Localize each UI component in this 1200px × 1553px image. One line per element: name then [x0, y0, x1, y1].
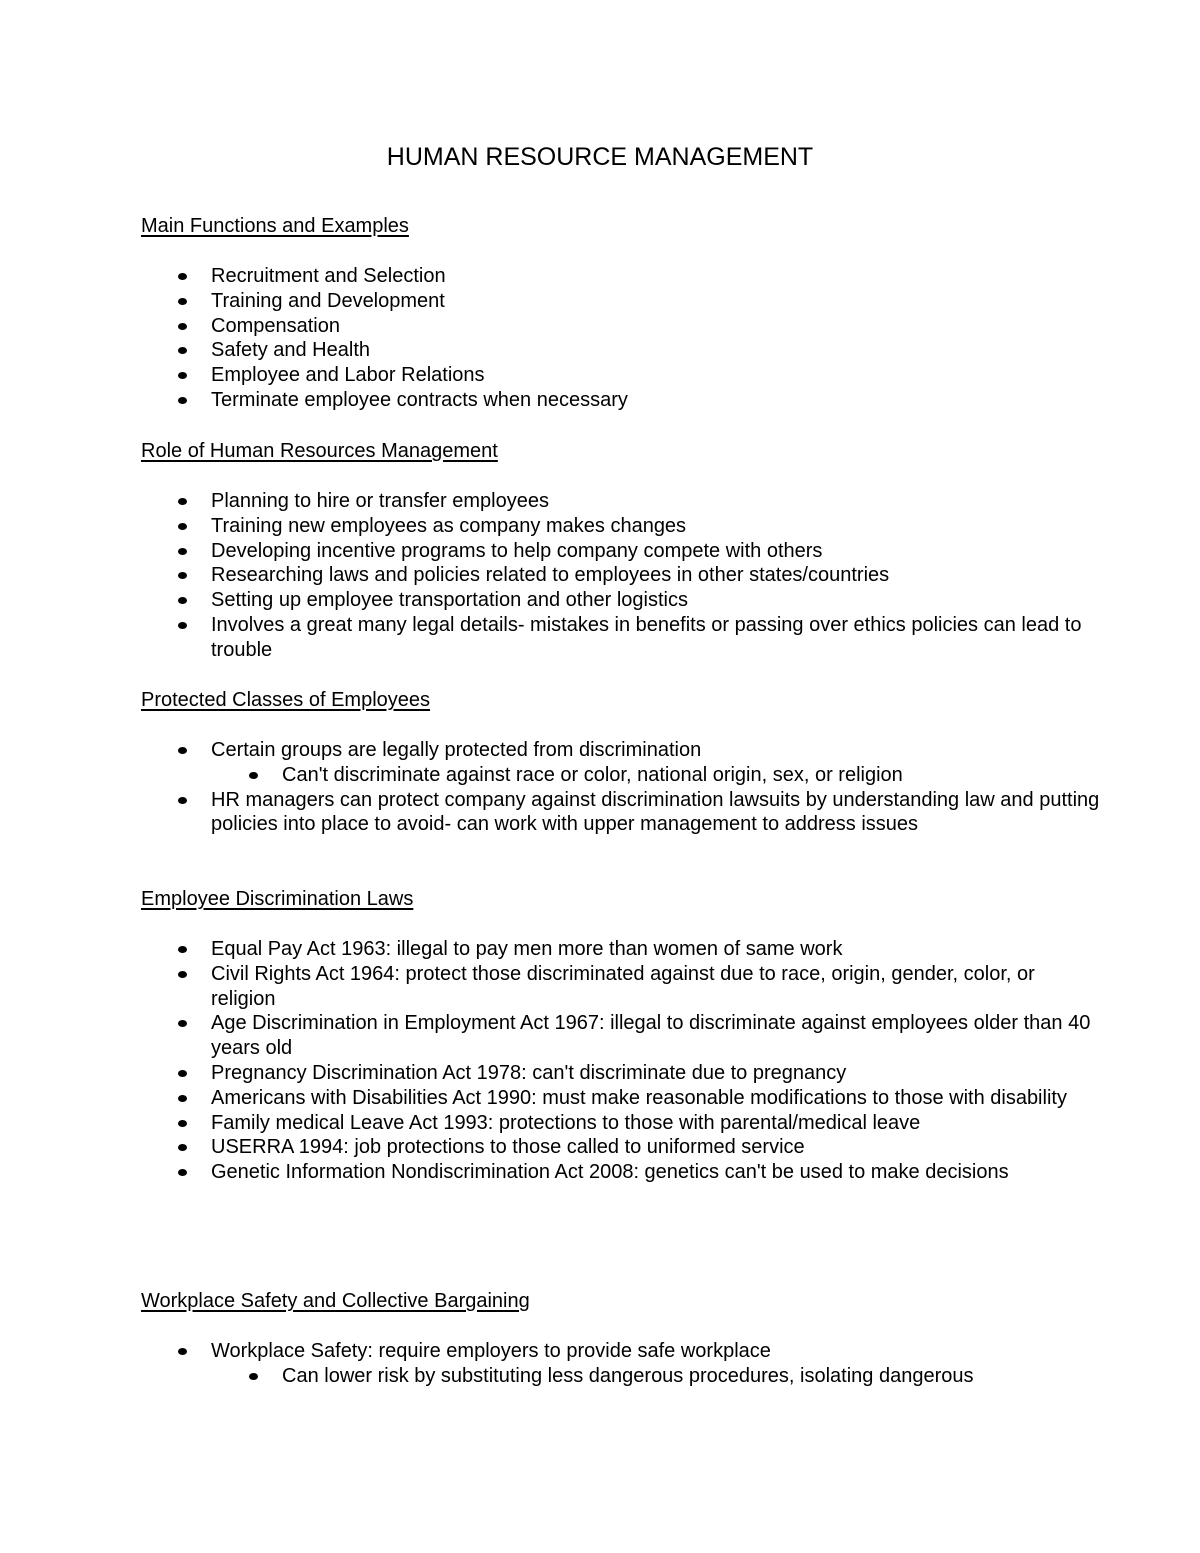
- list-item: Workplace Safety: require employers to provide safe workplace Can lower risk by substituting less dangerous procedures, isolating dangerous: [141, 1339, 1101, 1389]
- section-heading: Workplace Safety and Collective Bargaining: [141, 1290, 530, 1312]
- section-heading: Employee Discrimination Laws: [141, 888, 414, 910]
- bullet-icon: [178, 372, 187, 379]
- section-heading: Role of Human Resources Management: [141, 440, 498, 462]
- bullet-icon: [249, 772, 258, 779]
- document-title: HUMAN RESOURCE MANAGEMENT: [386, 143, 814, 171]
- bullet-icon: [178, 1095, 187, 1102]
- bullet-icon: [178, 323, 187, 330]
- bullet-icon: [178, 1144, 187, 1151]
- list-item: Safety and Health: [141, 338, 1101, 363]
- list-item: USERRA 1994: job protections to those called to uniformed service: [141, 1135, 1101, 1160]
- bullet-icon: [178, 1169, 187, 1176]
- list-item: Recruitment and Selection: [141, 264, 1101, 289]
- bullet-icon: [178, 572, 187, 579]
- list-item: Equal Pay Act 1963: illegal to pay men more than women of same work: [141, 937, 1101, 962]
- sub-list-item: Can lower risk by substituting less dangerous procedures, isolating dangerous: [141, 1364, 1101, 1389]
- section-heading: Protected Classes of Employees: [141, 689, 431, 711]
- section-role-of-hrm: [141, 439, 1101, 663]
- list-item: Involves a great many legal details- mistakes in benefits or passing over ethics policies can lead to trouble: [141, 613, 1101, 663]
- list-item: Developing incentive programs to help company compete with others: [141, 539, 1101, 564]
- sub-list-item: Can't discriminate against race or color, national origin, sex, or religion: [141, 763, 1101, 788]
- list-item: Certain groups are legally protected from discrimination Can't discriminate against race or color, national origin, sex, or religion: [141, 738, 1101, 788]
- bullet-list: [141, 489, 1101, 663]
- bullet-icon: [178, 273, 187, 280]
- list-item: Planning to hire or transfer employees: [141, 489, 1101, 514]
- list-item: Age Discrimination in Employment Act 1967: illegal to discriminate against employees older than 40 years old: [141, 1011, 1101, 1061]
- bullet-list: [141, 937, 1101, 1185]
- bullet-icon: [178, 946, 187, 953]
- bullet-icon: [178, 347, 187, 354]
- bullet-icon: [178, 298, 187, 305]
- list-item: Employee and Labor Relations: [141, 363, 1101, 388]
- section-discrimination-laws: [141, 887, 1101, 1185]
- list-item: Genetic Information Nondiscrimination Act 2008: genetics can't be used to make decisions: [141, 1160, 1101, 1185]
- bullet-icon: [178, 1348, 187, 1355]
- list-item: Setting up employee transportation and other logistics: [141, 588, 1101, 613]
- list-item: Training and Development: [141, 289, 1101, 314]
- list-item: Terminate employee contracts when necessary: [141, 388, 1101, 413]
- bullet-icon: [178, 797, 187, 804]
- bullet-icon: [178, 1070, 187, 1077]
- sub-bullet-list: [141, 763, 1101, 788]
- bullet-list: [141, 264, 1101, 413]
- bullet-icon: [178, 747, 187, 754]
- sub-bullet-list: [141, 1364, 1101, 1389]
- bullet-icon: [178, 1020, 187, 1027]
- bullet-icon: [178, 523, 187, 530]
- bullet-icon: [249, 1373, 258, 1380]
- section-main-functions: [141, 214, 1101, 413]
- list-item: Training new employees as company makes changes: [141, 514, 1101, 539]
- list-item: Researching laws and policies related to employees in other states/countries: [141, 563, 1101, 588]
- bullet-icon: [178, 622, 187, 629]
- list-item: HR managers can protect company against discrimination lawsuits by understanding law and putting policies into place to avoid- can work with upper management to address issues: [141, 788, 1101, 838]
- list-item: Family medical Leave Act 1993: protections to those with parental/medical leave: [141, 1111, 1101, 1136]
- section-workplace-safety: [141, 1289, 1101, 1389]
- section-protected-classes: [141, 688, 1101, 837]
- list-item: Pregnancy Discrimination Act 1978: can't discriminate due to pregnancy: [141, 1061, 1101, 1086]
- bullet-icon: [178, 1120, 187, 1127]
- bullet-list: [141, 738, 1101, 837]
- list-item: Civil Rights Act 1964: protect those discriminated against due to race, origin, gender, color, or religion: [141, 962, 1101, 1012]
- list-item: Americans with Disabilities Act 1990: must make reasonable modifications to those with disability: [141, 1086, 1101, 1111]
- bullet-icon: [178, 397, 187, 404]
- bullet-icon: [178, 548, 187, 555]
- bullet-icon: [178, 597, 187, 604]
- list-item: Compensation: [141, 314, 1101, 339]
- bullet-icon: [178, 971, 187, 978]
- bullet-list: [141, 1339, 1101, 1389]
- section-heading: Main Functions and Examples: [141, 215, 409, 237]
- bullet-icon: [178, 498, 187, 505]
